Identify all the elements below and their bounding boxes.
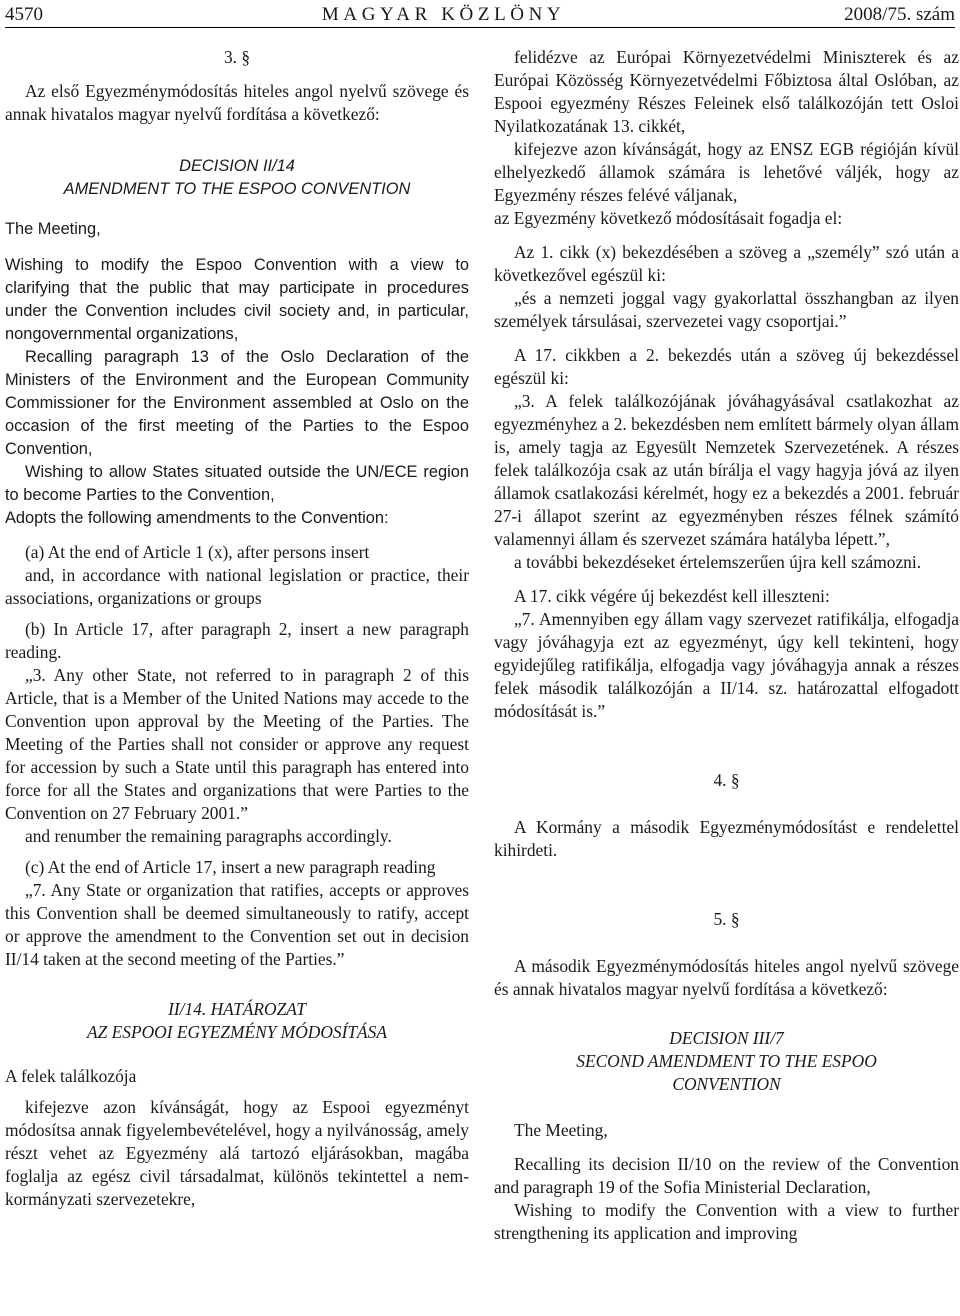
decision-iii7-subtitle: SECOND AMENDMENT TO THE ESPOO bbox=[576, 1051, 877, 1071]
hungarian-decision-title: II/14. HATÁROZAT bbox=[168, 999, 306, 1019]
paragraph: and renumber the remaining paragraphs accordingly. bbox=[25, 826, 392, 846]
paragraph: A Kormány a második Egyezménymódosítást e rendelettel kihirdeti. bbox=[494, 817, 959, 860]
journal-title: MAGYAR KÖZLÖNY bbox=[321, 3, 566, 25]
decision-subtitle: AMENDMENT TO THE ESPOO CONVENTION bbox=[63, 180, 411, 198]
left-column bbox=[5, 46, 469, 1211]
decision-iii7-subtitle-cont: CONVENTION bbox=[672, 1074, 781, 1094]
right-column bbox=[494, 46, 959, 1245]
paragraph: and, in accordance with national legislation or practice, their associations, organizations or groups bbox=[5, 565, 469, 608]
paragraph: az Egyezmény következő módosításait fogadja el: bbox=[494, 208, 843, 228]
paragraph: „7. Any State or organization that ratifies, accepts or approves this Convention shall be deemed simultaneously to ratify, accept or approve the amendment to the Convention set out in decision II/14 taken at the second meeting of the Parties.” bbox=[5, 880, 469, 969]
decision-title: DECISION II/14 bbox=[179, 157, 295, 175]
header-rule bbox=[5, 27, 955, 28]
paragraph: „3. Any other State, not referred to in paragraph 2 of this Article, that is a Member of the United Nations may accede to the Convention upon approval by the Meeting of the Parties. The Meeting of the Parties shall not consider or approve any request for accession by such a State until this paragraph has entered into force for all the States and organizations that were Parties to the Convention on 27 February 2001.” bbox=[5, 665, 469, 823]
section-heading-3: 3. § bbox=[223, 47, 251, 67]
paragraph: A második Egyezménymódosítás hiteles angol nyelvű szövege és annak hivatalos magyar nyelvű fordítása a következő: bbox=[494, 956, 959, 999]
paragraph: Recalling paragraph 13 of the Oslo Declaration of the Ministers of the Environment and the European Community Commissioner for the Environment assembled at Oslo on the occasion of the first meeting of the Parties to the Espoo Convention, bbox=[5, 348, 469, 458]
paragraph: felidézve az Európai Környezetvédelmi Miniszterek és az Európai Közösség Környezetvédelmi Főbiztosa által Oslóban, az Espooi egyezmény Részes Feleinek első találkozóján tett Osloi Nyilatkozatának 13. cikkét, bbox=[494, 47, 959, 136]
decision-iii7-title: DECISION III/7 bbox=[669, 1028, 784, 1048]
hungarian-decision-subtitle: AZ ESPOOI EGYEZMÉNY MÓDOSÍTÁSA bbox=[87, 1022, 387, 1042]
paragraph: Wishing to modify the Convention with a view to further strengthening its application and improving bbox=[494, 1200, 959, 1243]
paragraph: A 17. cikkben a 2. bekezdés után a szöveg új bekezdéssel egészül ki: bbox=[494, 345, 959, 388]
paragraph: kifejezve azon kívánságát, hogy az ENSZ EGB régióján kívül elhelyezkedő államok számára is lehetővé váljék, hogy az Egyezmény részes felévé váljanak, bbox=[494, 139, 959, 205]
paragraph: Wishing to modify the Espoo Convention with a view to clarifying that the public that may participate in procedures under the Convention includes civil society and, in particular, nongovernmental organizations, bbox=[5, 256, 469, 343]
page-number: 4570 bbox=[5, 3, 43, 25]
paragraph: A 17. cikk végére új bekezdést kell illeszteni: bbox=[514, 586, 830, 606]
paragraph: Recalling its decision II/10 on the review of the Convention and paragraph 19 of the Sofia Ministerial Declaration, bbox=[494, 1154, 959, 1197]
paragraph: Az első Egyezménymódosítás hiteles angol nyelvű szövege és annak hivatalos magyar nyelvű fordítása a következő: bbox=[5, 81, 469, 124]
paragraph: Adopts the following amendments to the Convention: bbox=[5, 509, 389, 527]
paragraph: A felek találkozója bbox=[5, 1066, 137, 1086]
amendment-item-c: (c) At the end of Article 17, insert a new paragraph reading bbox=[25, 857, 436, 877]
paragraph: a további bekezdéseket értelemszerűen újra kell számozni. bbox=[514, 552, 922, 572]
amendment-item-b: (b) In Article 17, after paragraph 2, insert a new paragraph reading. bbox=[5, 619, 469, 662]
amendment-item-a: (a) At the end of Article 1 (x), after persons insert bbox=[25, 542, 370, 562]
running-header bbox=[5, 2, 955, 26]
paragraph: „és a nemzeti joggal vagy gyakorlattal összhangban az ilyen személyek társulásai, szervezetei vagy csoportjai.” bbox=[494, 288, 959, 331]
paragraph: Wishing to allow States situated outside the UN/ECE region to become Parties to the Convention, bbox=[5, 463, 469, 504]
section-heading-4: 4. § bbox=[713, 770, 740, 790]
paragraph: „7. Amennyiben egy állam vagy szervezet ratifikálja, elfogadja vagy jóváhagyja ezt az egyezményt, úgy kell tekinteni, hogy egyidejűleg ratifikálja, elfogadja vagy jóváhagyja annak a részes felek második találkozóján a II/14. sz. határozattal elfogadott módosítását is.” bbox=[494, 609, 959, 721]
paragraph: Az 1. cikk (x) bekezdésében a szöveg a „személy” szó után a következővel egészül ki: bbox=[494, 242, 959, 285]
section-heading-5: 5. § bbox=[713, 909, 740, 929]
paragraph: The Meeting, bbox=[514, 1120, 608, 1140]
paragraph: kifejezve azon kívánságát, hogy az Espooi egyezményt módosítsa annak figyelembevételével, hogy a nyilvánosság, amely részt vehet az Egyezmény alá tartozó eljárásokban, magába foglalja az egész civil társadalmat, különös tekintettel a nem-kormányzati szervezetekre, bbox=[5, 1097, 469, 1209]
issue-number: 2008/75. szám bbox=[844, 3, 955, 25]
paragraph: The Meeting, bbox=[5, 220, 101, 238]
paragraph: „3. A felek találkozójának jóváhagyásával csatlakozhat az egyezményhez a 2. bekezdésben nem említett bármely olyan állam is, amely tagja az Egyesült Nemzetek Szervezetének. A részes felek találkozója csak az után bírálja el vagy hagyja jóvá az ilyen államok csatlakozási kérelmét, hogy ez a bekezdés a 2001. február 27-i állapot szerint az egyezményben részes félnek számító valamennyi állam és szervezet számára hatályba lépett.”, bbox=[494, 391, 960, 549]
